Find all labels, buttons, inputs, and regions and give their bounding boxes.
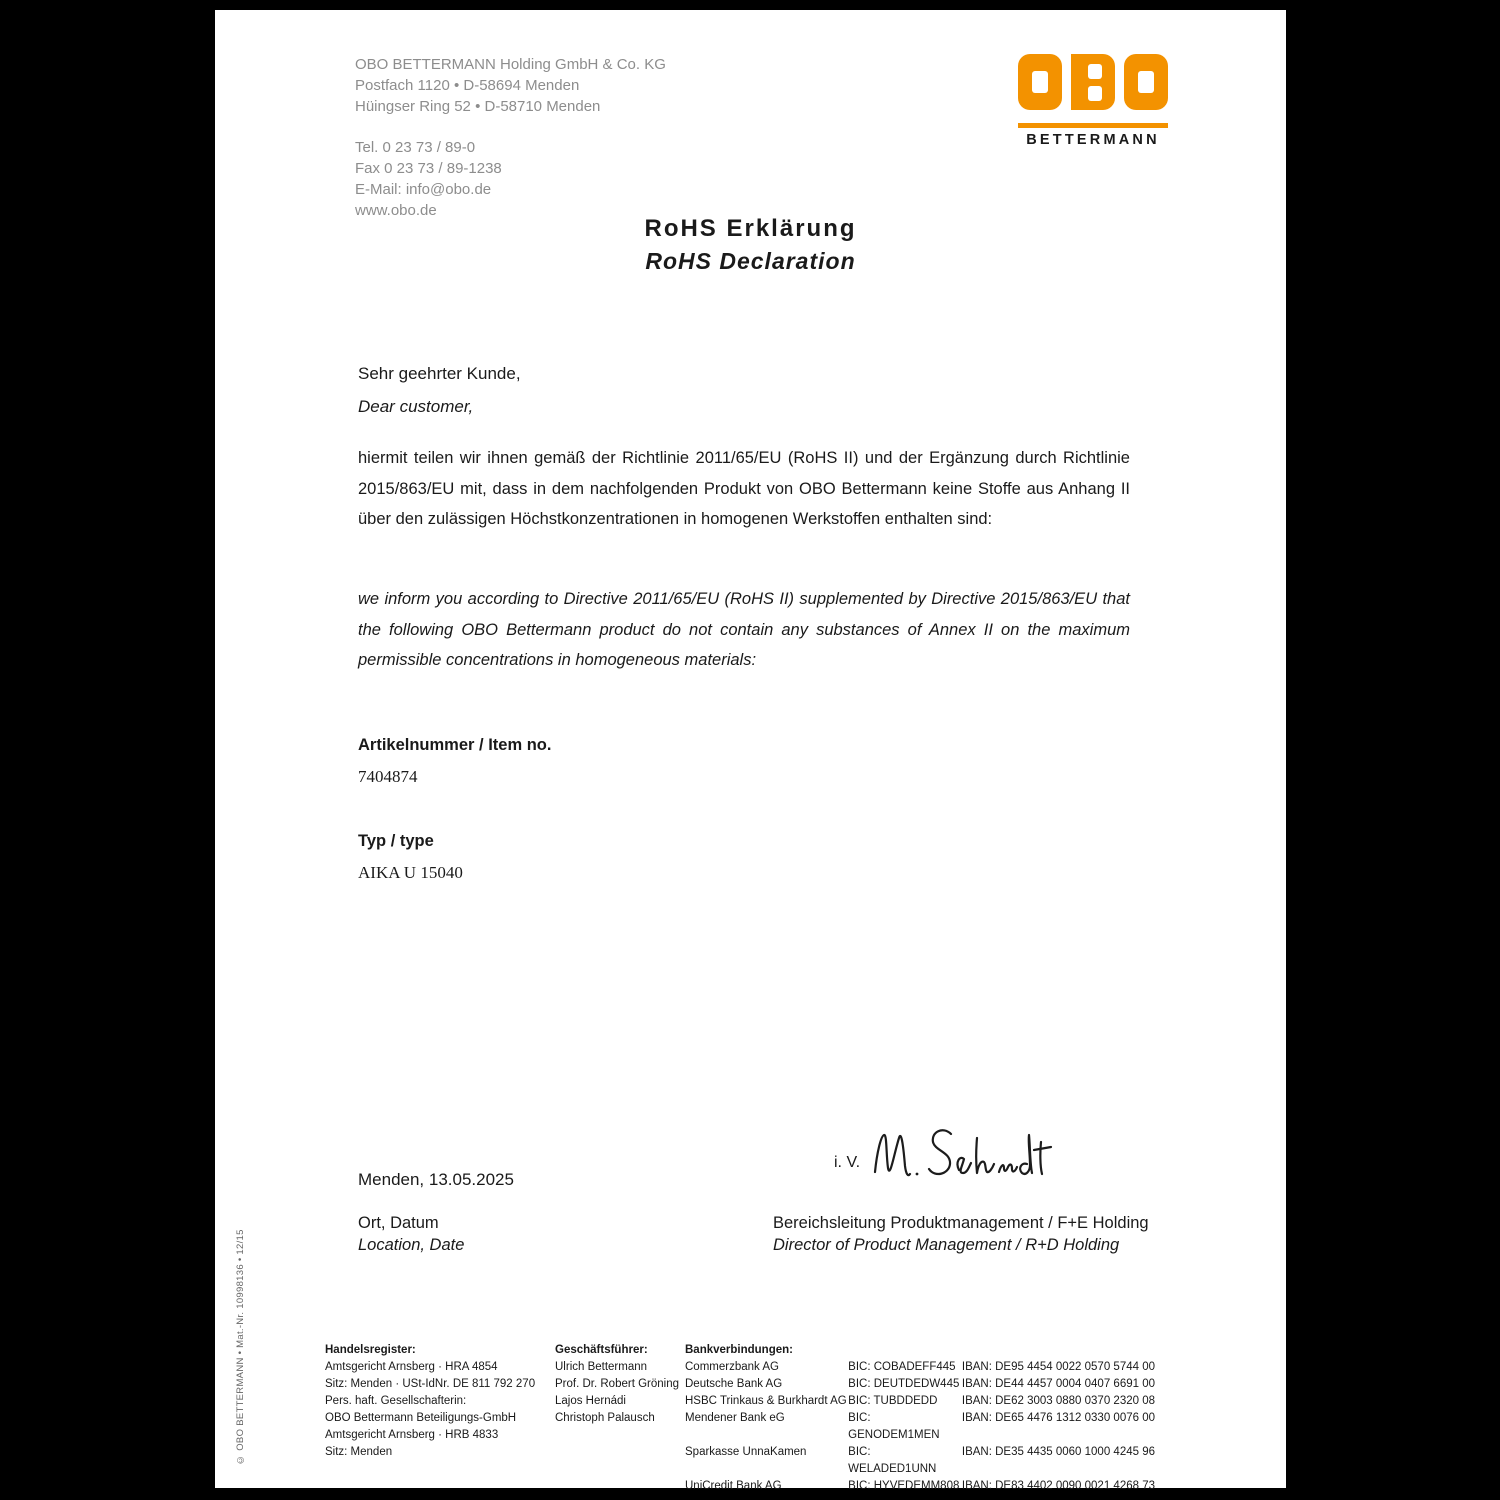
footer-banks <box>685 1342 1155 1495</box>
title-german: RoHS Erklärung <box>644 215 857 242</box>
logo-wordmark: BETTERMANN <box>1026 132 1160 148</box>
bank-row <box>685 1410 1155 1444</box>
bank-iban: IBAN: DE62 3003 0880 0370 2320 08 <box>961 1395 1155 1407</box>
type-value: AIKA U 15040 <box>358 863 463 882</box>
footer-management-line: Lajos Hernádi <box>555 1395 626 1407</box>
date-caption-english: Location, Date <box>358 1236 465 1254</box>
sender-tel: Tel. 0 23 73 / 89-0 <box>355 139 476 156</box>
footer-register-heading: Handelsregister: <box>325 1344 416 1356</box>
footer-register-line: Sitz: Menden · USt-IdNr. DE 811 792 270 <box>325 1378 536 1390</box>
bank-name: UniCredit Bank AG <box>685 1480 782 1492</box>
obo-logo <box>1018 52 1168 148</box>
footer-register-line: Amtsgericht Arnsberg · HRA 4854 <box>325 1361 498 1373</box>
place-date: Menden, 13.05.2025 <box>358 1170 514 1189</box>
bank-name: Sparkasse UnnaKamen <box>685 1446 807 1458</box>
bank-bic: BIC: DEUTDEDW445 <box>848 1378 960 1390</box>
side-material-number: © OBO BETTERMANN • Mat.-Nr. 10998136 • 12/15 <box>235 1229 246 1465</box>
footer-management-line: Prof. Dr. Robert Gröning <box>555 1378 679 1390</box>
bank-bic: BIC: TUBDDEDD <box>848 1395 938 1407</box>
sender-fax: Fax 0 23 73 / 89-1238 <box>355 160 502 177</box>
document-title <box>215 215 1286 275</box>
footer-register-line: Pers. haft. Gesellschafterin: <box>325 1395 467 1407</box>
item-number-label: Artikelnummer / Item no. <box>358 736 552 754</box>
bank-bic: BIC: COBADEFF445 <box>848 1361 956 1373</box>
document-page <box>215 10 1286 1492</box>
signer-role-german: Bereichsleitung Produktmanagement / F+E Holding <box>773 1214 1149 1232</box>
footer-management <box>555 1342 680 1427</box>
footer-register <box>325 1342 550 1461</box>
bank-iban: IBAN: DE95 4454 0022 0570 5744 00 <box>961 1361 1155 1373</box>
sender-block <box>355 54 666 221</box>
bank-name: Commerzbank AG <box>685 1361 779 1373</box>
title-english: RoHS Declaration <box>645 248 856 274</box>
greeting-english: Dear customer, <box>358 397 474 416</box>
footer-register-line: Sitz: Menden <box>325 1446 393 1458</box>
obo-logo-icon <box>1018 52 1168 114</box>
greeting-german: Sehr geehrter Kunde, <box>358 364 521 383</box>
type-label: Typ / type <box>358 832 434 850</box>
sender-address-1: Postfach 1120 • D-58694 Menden <box>355 77 580 94</box>
body-paragraph-english: we inform you according to Directive 2011/65/EU (RoHS II) supplemented by Directive 2015/863/EU that the following OBO Bettermann product do not contain any substances of Annex II on the maximum permissible concentrations in homogeneous materials: <box>358 590 1130 669</box>
bank-row <box>685 1376 1155 1393</box>
signature-iv-label: i. V. <box>834 1154 861 1171</box>
bank-row <box>685 1478 1155 1495</box>
bank-row <box>685 1444 1155 1478</box>
logo-divider <box>1018 123 1168 128</box>
signer-role <box>773 1212 1213 1256</box>
handwritten-signature <box>865 1122 1065 1194</box>
footer-management-heading: Geschäftsführer: <box>555 1344 648 1356</box>
item-number-value: 7404874 <box>358 767 418 786</box>
bank-name: HSBC Trinkaus & Burkhardt AG <box>685 1395 847 1407</box>
bank-iban: IBAN: DE35 4435 0060 1000 4245 96 <box>961 1446 1155 1458</box>
greeting <box>358 357 521 423</box>
bank-row <box>685 1393 1155 1410</box>
bank-bic: BIC: WELADED1UNN <box>848 1446 937 1475</box>
body-paragraph-german: hiermit teilen wir ihnen gemäß der Richtlinie 2011/65/EU (RoHS II) und der Ergänzung durch Richtlinie 2015/863/EU mit, dass in dem nachfolgenden Produkt von OBO Bettermann keine Stoffe aus Anhang II über den zulässigen Höchstkonzentrationen in homogenen Werkstoffen enthalten sind: <box>358 449 1130 528</box>
sender-address-2: Hüingser Ring 52 • D-58710 Menden <box>355 98 601 115</box>
bank-name: Mendener Bank eG <box>685 1412 785 1424</box>
bank-bic: BIC: HYVEDEMM808 <box>848 1480 960 1492</box>
sender-email: E-Mail: info@obo.de <box>355 181 492 198</box>
sender-web: www.obo.de <box>355 202 437 219</box>
date-caption-german: Ort, Datum <box>358 1214 439 1232</box>
bank-name: Deutsche Bank AG <box>685 1378 783 1390</box>
bank-row <box>685 1359 1155 1376</box>
footer-management-line: Ulrich Bettermann <box>555 1361 648 1373</box>
footer-management-line: Christoph Palausch <box>555 1412 655 1424</box>
sender-company: OBO BETTERMANN Holding GmbH & Co. KG <box>355 56 666 73</box>
bank-bic: BIC: GENODEM1MEN <box>848 1412 940 1441</box>
bank-iban: IBAN: DE44 4457 0004 0407 6691 00 <box>961 1378 1155 1390</box>
footer-register-line: Amtsgericht Arnsberg · HRB 4833 <box>325 1429 499 1441</box>
signer-role-english: Director of Product Management / R+D Holding <box>773 1236 1120 1254</box>
date-caption <box>358 1212 464 1256</box>
bank-iban: IBAN: DE83 4402 0090 0021 4268 73 <box>961 1480 1155 1492</box>
footer-register-line: OBO Bettermann Beteiligungs-GmbH <box>325 1412 517 1424</box>
footer-banks-heading: Bankverbindungen: <box>685 1344 793 1356</box>
bank-iban: IBAN: DE65 4476 1312 0330 0076 00 <box>961 1412 1155 1424</box>
